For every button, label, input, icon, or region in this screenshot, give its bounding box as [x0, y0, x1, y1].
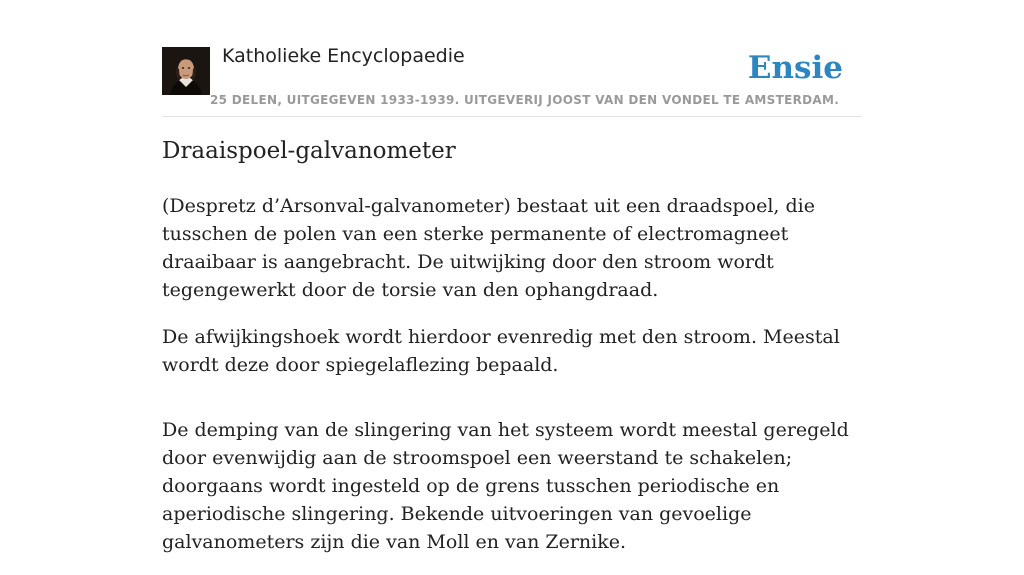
site-title[interactable]: Katholieke Encyclopaedie [222, 45, 465, 67]
article-paragraph: (Despretz d’Arsonval-galvanometer) bestaat uit een draadspoel, die tusschen de polen van een sterke permanente of electromagneet draaibaar is aangebracht. De uitwijking door den stroom wordt tegengewerkt door de torsie van den ophangdraad. [162, 195, 815, 301]
article-paragraph: De demping van de slingering van het systeem wordt meestal geregeld door evenwijdig aan de stroomspoel een weerstand te schakelen; doorgaans wordt ingesteld op de grens tusschen periodische en aperiodische slingering. Bekende uitvoeringen van gevoelige galvanometers zijn die van Moll en van Zernike. [162, 419, 849, 553]
avatar[interactable] [162, 47, 210, 95]
header [162, 0, 862, 117]
portrait-icon [162, 47, 210, 95]
article-paragraph: De afwijkingshoek wordt hierdoor evenredig met den stroom. Meestal wordt deze door spiegelaflezing bepaald. [162, 326, 840, 376]
article-body [162, 192, 872, 575]
site-subtitle: 25 DELEN, UITGEGEVEN 1933-1939. UITGEVERIJ JOOST VAN DEN VONDEL TE AMSTERDAM. [210, 93, 840, 107]
page [162, 0, 862, 553]
article-title: Draaispoel-galvanometer [162, 138, 456, 164]
brand-logo[interactable]: Ensie [747, 50, 843, 86]
